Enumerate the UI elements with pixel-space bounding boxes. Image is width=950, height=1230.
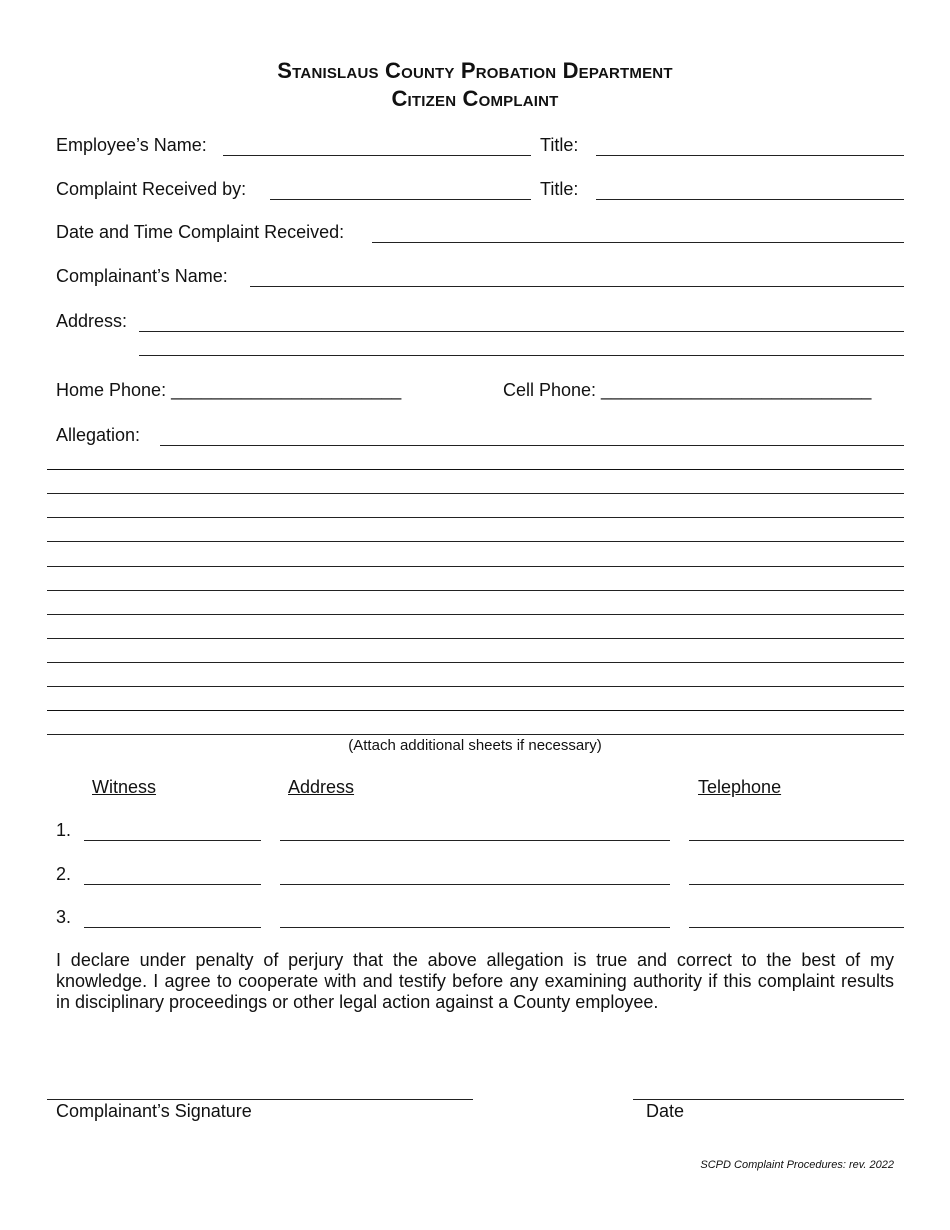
date-time-label: Date and Time Complaint Received:: [56, 222, 345, 242]
allegation-line[interactable]: [47, 541, 904, 542]
allegation-line[interactable]: [47, 638, 904, 639]
allegation-field[interactable]: [160, 445, 904, 446]
telephone-header: Telephone: [698, 777, 782, 797]
form-subtitle: Citizen Complaint: [391, 86, 559, 111]
address-field-line2[interactable]: [139, 355, 904, 356]
address-field-line1[interactable]: [139, 331, 904, 332]
allegation-line[interactable]: [47, 590, 904, 591]
witness-address-field[interactable]: [280, 927, 670, 928]
witness-telephone-field[interactable]: [689, 884, 904, 885]
allegation-line[interactable]: [47, 734, 904, 735]
address-label: Address:: [56, 311, 128, 331]
witness-address-field[interactable]: [280, 884, 670, 885]
attach-note: (Attach additional sheets if necessary): [348, 737, 602, 754]
allegation-label: Allegation:: [56, 425, 141, 445]
witness-address-field[interactable]: [280, 840, 670, 841]
cell-phone-field[interactable]: Cell Phone: ___________________________: [503, 380, 872, 400]
employee-name-field[interactable]: [223, 155, 531, 156]
signature-label: Complainant’s Signature: [56, 1101, 252, 1121]
declaration-text: I declare under penalty of perjury that the above allegation is true and correct to the best of my knowledge. I agree to cooperate with and testify before any examining authority if this complaint results in disciplinary proceedings or other legal action against a County employee.: [56, 950, 894, 1012]
date-label: Date: [646, 1101, 685, 1121]
receiver-title-label: Title:: [540, 179, 579, 199]
witness-header: Witness: [92, 777, 157, 797]
allegation-line[interactable]: [47, 469, 904, 470]
allegation-line[interactable]: [47, 710, 904, 711]
witness-row-number: 1.: [56, 820, 72, 840]
witness-name-field[interactable]: [84, 884, 261, 885]
address-header: Address: [288, 777, 355, 797]
employee-name-label: Employee’s Name:: [56, 135, 207, 155]
witness-telephone-field[interactable]: [689, 927, 904, 928]
home-phone-field[interactable]: Home Phone: _______________________: [56, 380, 402, 400]
allegation-line[interactable]: [47, 493, 904, 494]
date-time-field[interactable]: [372, 242, 904, 243]
employee-title-label: Title:: [540, 135, 579, 155]
complainant-name-field[interactable]: [250, 286, 904, 287]
allegation-line[interactable]: [47, 614, 904, 615]
receiver-title-field[interactable]: [596, 199, 904, 200]
witness-name-field[interactable]: [84, 840, 261, 841]
witness-telephone-field[interactable]: [689, 840, 904, 841]
received-by-label: Complaint Received by:: [56, 179, 247, 199]
signature-field[interactable]: [47, 1099, 473, 1100]
employee-title-field[interactable]: [596, 155, 904, 156]
allegation-line[interactable]: [47, 686, 904, 687]
allegation-line[interactable]: [47, 566, 904, 567]
form-title: Stanislaus County Probation Department: [277, 58, 673, 83]
witness-name-field[interactable]: [84, 927, 261, 928]
allegation-line[interactable]: [47, 662, 904, 663]
complainant-name-label: Complainant’s Name:: [56, 266, 228, 286]
footer-revision: SCPD Complaint Procedures: rev. 2022: [700, 1159, 894, 1171]
allegation-line[interactable]: [47, 517, 904, 518]
signature-date-field[interactable]: [633, 1099, 904, 1100]
witness-row-number: 2.: [56, 864, 72, 884]
received-by-field[interactable]: [270, 199, 531, 200]
witness-row-number: 3.: [56, 907, 72, 927]
